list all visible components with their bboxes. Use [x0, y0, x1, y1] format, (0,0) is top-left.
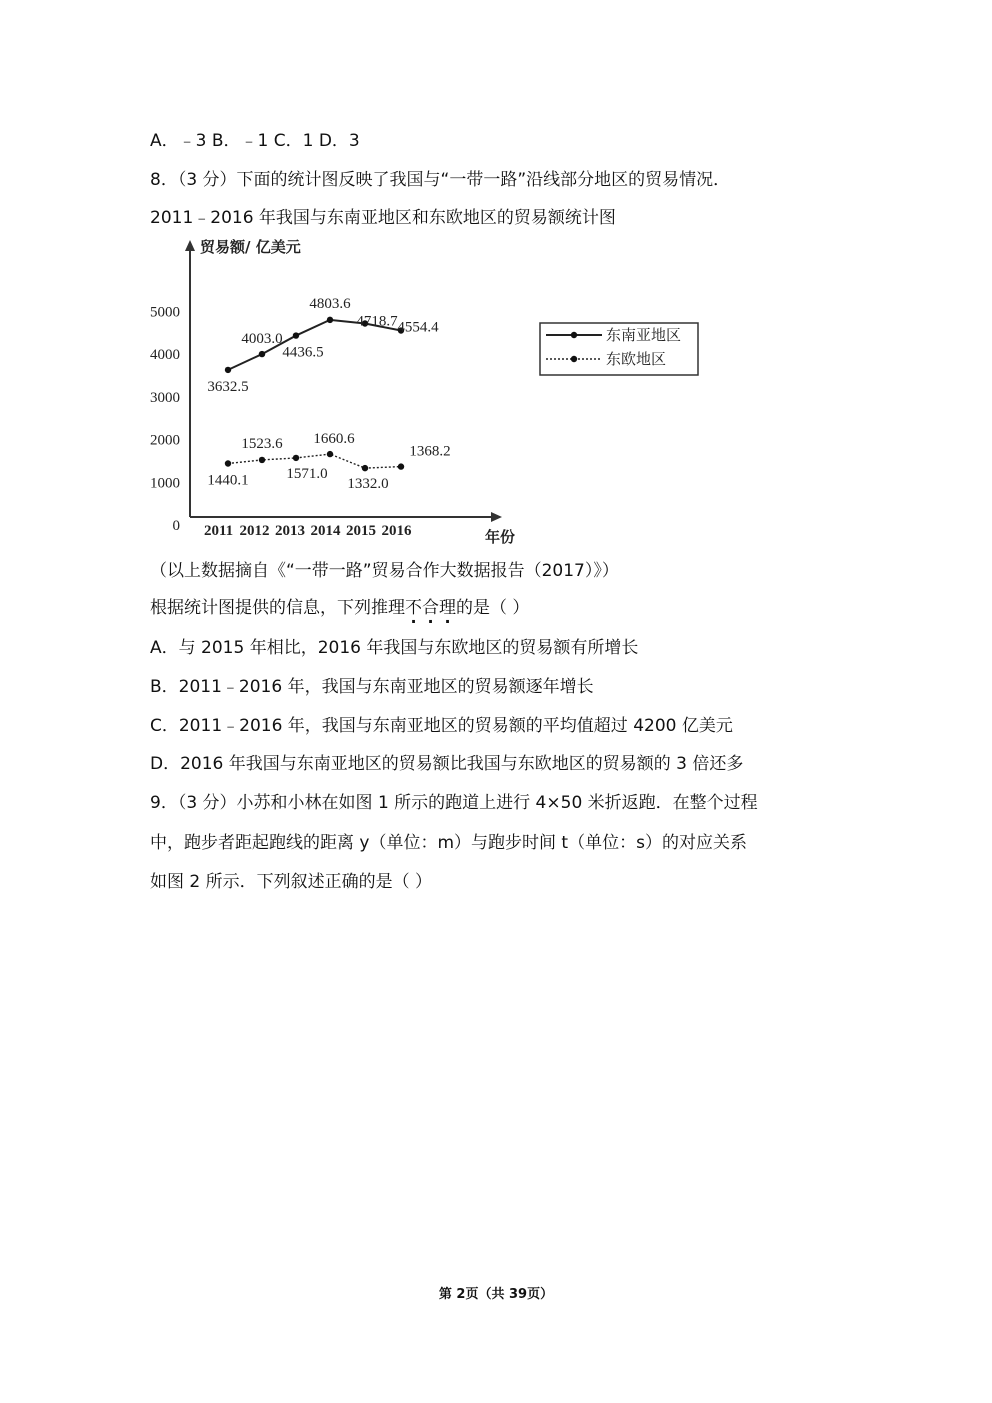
series-layer: [207, 296, 450, 492]
prompt-emphasis-2: 合: [422, 598, 439, 618]
y-tick-labels: [150, 305, 180, 535]
data-label: 4718.7: [356, 313, 398, 330]
data-point: [327, 451, 333, 457]
y-axis-arrow: [185, 240, 195, 251]
q8-option-c: C．2011﹣2016 年，我国与东南亚地区的贸易额的平均值超过 4200 亿美元: [150, 716, 733, 736]
data-point: [293, 332, 299, 338]
data-point: [259, 351, 265, 357]
data-label: 4554.4: [397, 319, 439, 336]
data-label: 1440.1: [207, 472, 249, 489]
x-tick-label: 2011: [204, 523, 234, 539]
trade-line-chart: [150, 238, 710, 553]
prompt-emphasis-3: 理: [439, 598, 456, 618]
data-point: [225, 367, 231, 373]
x-axis-arrow: [491, 512, 502, 522]
prompt-emphasis-1: 不: [405, 598, 422, 618]
data-label: 1332.0: [347, 476, 389, 493]
data-label: 1523.6: [241, 435, 283, 452]
q9-line-2: 中，跑步者距起跑线的距离 y（单位：m）与跑步时间 t（单位：s）的对应关系: [150, 833, 747, 853]
data-label: 4003.0: [241, 331, 283, 348]
q7-options: A．﹣3 B．﹣1 C．1 D．3: [150, 131, 360, 151]
legend-marker: [571, 356, 577, 362]
prompt-post: 的是（ ）: [456, 598, 530, 618]
q9-line-3: 如图 2 所示．下列叙述正确的是（ ）: [150, 872, 433, 892]
data-label: 3632.5: [207, 378, 249, 395]
data-point: [327, 317, 333, 323]
data-label: 1368.2: [409, 443, 451, 460]
x-tick-label: 2014: [310, 523, 341, 539]
y-tick-label: 2000: [150, 432, 180, 449]
q9-line-1: 9．（3 分）小苏和小林在如图 1 所示的跑道上进行 4×50 米折返跑．在整个过程: [150, 793, 758, 813]
x-tick-label: 2012: [239, 523, 270, 539]
data-label: 1660.6: [313, 431, 355, 448]
data-point: [225, 460, 231, 466]
data-source-note: （以上数据摘自《“一带一路”贸易合作大数据报告（2017）》）: [150, 561, 619, 581]
y-tick-label: 4000: [150, 347, 180, 364]
y-tick-label: 3000: [150, 389, 180, 406]
x-axis-label: 年份: [485, 528, 516, 546]
q8-option-b: B．2011﹣2016 年，我国与东南亚地区的贸易额逐年增长: [150, 677, 594, 697]
data-point: [398, 463, 404, 469]
legend-label: 东欧地区: [606, 350, 667, 368]
legend-label: 东南亚地区: [606, 326, 682, 344]
data-point: [293, 455, 299, 461]
y-tick-label: 1000: [150, 475, 180, 492]
x-tick-labels: [204, 523, 412, 539]
page-footer: 第 2页（共 39页）: [438, 1287, 554, 1302]
data-label: 4803.6: [309, 295, 351, 312]
q8-stem: 8．（3 分）下面的统计图反映了我国与“一带一路”沿线部分地区的贸易情况．: [150, 170, 731, 190]
y-tick-label: 0: [172, 518, 180, 534]
q8-option-a: A．与 2015 年相比，2016 年我国与东欧地区的贸易额有所增长: [150, 638, 639, 658]
chart-legend: [540, 323, 698, 375]
x-tick-label: 2015: [346, 523, 376, 539]
legend-marker: [571, 332, 577, 338]
chart-title: 2011﹣2016 年我国与东南亚地区和东欧地区的贸易额统计图: [150, 208, 616, 228]
data-label: 4436.5: [282, 344, 324, 361]
q8-option-d: D．2016 年我国与东南亚地区的贸易额比我国与东欧地区的贸易额的 3 倍还多: [150, 754, 744, 774]
data-label: 1571.0: [286, 465, 328, 482]
y-tick-label: 5000: [150, 304, 180, 321]
prompt-pre: 根据统计图提供的信息，下列推理: [150, 598, 405, 618]
x-tick-label: 2013: [275, 523, 305, 539]
y-axis-label: 贸易额/ 亿美元: [200, 238, 301, 256]
data-point: [362, 465, 368, 471]
x-tick-label: 2016: [381, 523, 412, 539]
q8-prompt: [150, 597, 529, 619]
data-point: [259, 457, 265, 463]
